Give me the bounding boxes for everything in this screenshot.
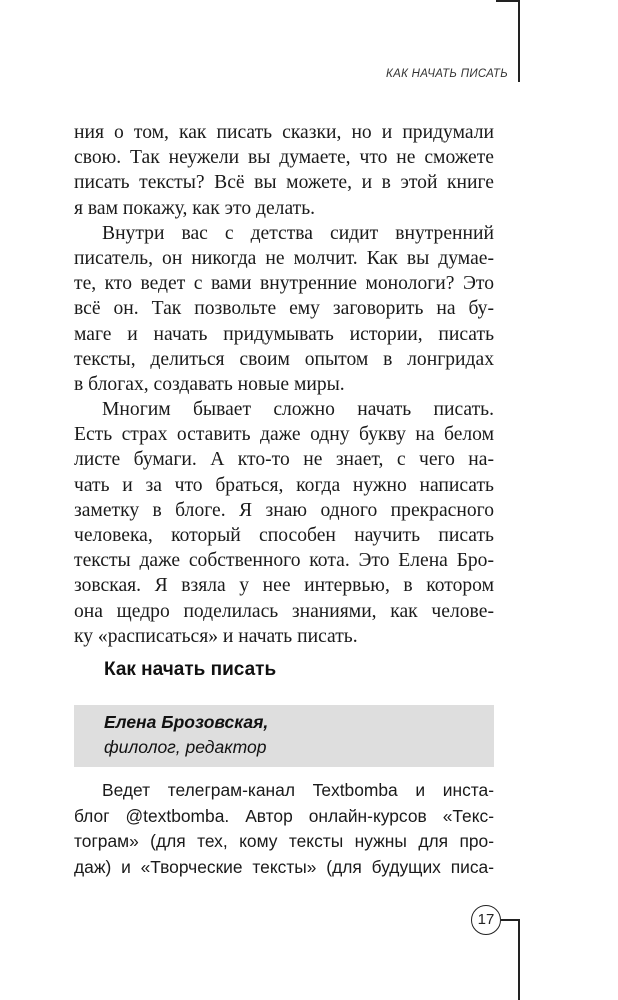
author-role: филолог, редактор bbox=[104, 737, 267, 757]
body-line: всё он. Так позвольте ему заговорить на бу- bbox=[74, 298, 494, 320]
header-rule-vertical bbox=[518, 0, 520, 82]
body-line: чать и за что браться, когда нужно написать bbox=[74, 474, 494, 496]
body-line: она щедро поделилась знаниями, как человe- bbox=[74, 600, 494, 622]
body-line: писать тексты? Всё вы можете, и в этой книге bbox=[74, 172, 494, 194]
body-line: те, кто ведет с вами внутренние монологи? Это bbox=[74, 273, 494, 295]
body-line: Внутри вас с детства сидит внутренний bbox=[102, 222, 494, 244]
body-line: человека, который способен научить писать bbox=[74, 525, 494, 546]
bio-text bbox=[74, 778, 494, 880]
body-line: зовская. Я взяла у нее интервью, в котором bbox=[74, 575, 494, 597]
bio-line: блог @textbomba. Автор онлайн-курсов «Текс- bbox=[74, 805, 494, 826]
body-line: писатель, он никогда не молчит. Как вы думае- bbox=[74, 247, 494, 269]
page-number: 17 bbox=[471, 905, 501, 935]
section-title: Как начать писать bbox=[104, 659, 277, 680]
body-line: свою. Так неужели вы думаете, что не сможете bbox=[74, 147, 494, 169]
body-line: тексты даже собственного кота. Это Елена Бро- bbox=[74, 550, 494, 572]
body-text bbox=[74, 120, 494, 649]
author-name: Елена Брозовская, bbox=[104, 712, 269, 732]
header-rule-horizontal bbox=[496, 0, 520, 2]
body-line: тексты, делиться своим опытом в лонгридах bbox=[74, 348, 494, 370]
bio-line: Ведет телеграм-канал Textbomba и инста- bbox=[102, 780, 494, 800]
footer-rule-vertical bbox=[518, 919, 520, 1000]
body-line: листе бумаги. А кто-то не знает, с чего на- bbox=[74, 449, 494, 471]
bio-line: даж) и «Творческие тексты» (для будущих писа- bbox=[74, 856, 494, 877]
body-line: маге и начать придумывать истории, писать bbox=[74, 323, 494, 345]
author-box bbox=[74, 705, 494, 767]
running-head: КАК НАЧАТЬ ПИСАТЬ bbox=[386, 68, 508, 80]
body-line: Есть страх оставить даже одну букву на белом bbox=[74, 424, 494, 446]
body-line: в блогах, создавать новые миры. bbox=[74, 373, 345, 395]
body-line: Многим бывает сложно начать писать. bbox=[102, 399, 494, 421]
bio-line: тограм» (для тех, кому тексты нужны для про- bbox=[74, 831, 494, 851]
body-line: я вам покажу, как это делать. bbox=[74, 197, 316, 219]
body-line: ку «расписаться» и начать писать. bbox=[74, 625, 358, 647]
body-line: ния о том, как писать сказки, но и придумали bbox=[74, 122, 494, 143]
body-line: заметку в блоге. Я знаю одного прекрасного bbox=[74, 499, 494, 521]
